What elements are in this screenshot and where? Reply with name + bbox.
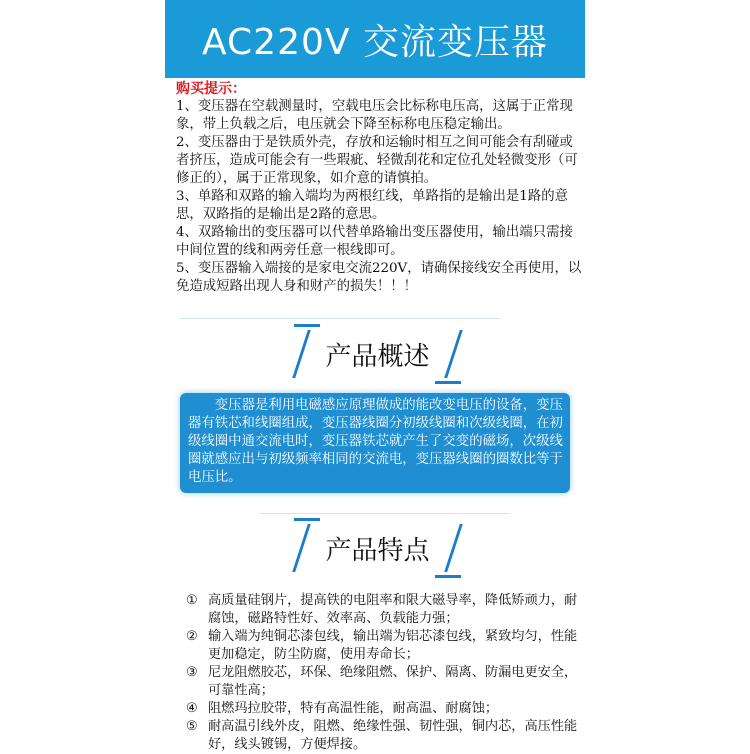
tips-title: 购买提示：	[176, 81, 246, 97]
feature-number: ②	[186, 629, 198, 644]
list-item	[186, 664, 581, 700]
overview-heading: 产品概述	[325, 341, 430, 372]
list-item	[186, 628, 581, 664]
features-heading: 产品特点	[325, 535, 430, 566]
tip-item: 2、变压器由于是铁质外壳，存放和运输时相互之间可能会有刮碰或者挤压，造成可能会有一些瑕疵、轻微刮花和定位孔处轻微变形（可修正的），属于正常现象，如介意的请慎拍。	[176, 135, 578, 186]
feature-text: 输入端为纯铜芯漆包线，输出端为铝芯漆包线，紧致均匀，性能更加稳定，防尘防腐，使用寿命长；	[208, 629, 578, 662]
divider	[180, 318, 500, 319]
overview-heading-frame	[300, 330, 455, 378]
feature-number: ⑤	[186, 719, 198, 734]
list-item	[186, 592, 581, 628]
feature-number: ④	[186, 701, 198, 716]
list-item	[186, 700, 581, 718]
overview-text: 变压器是利用电磁感应原理做成的能改变电压的设备，变压器有铁芯和线圈组成，变压器线圈分初级线圈和次级线圈，在初级线圈中通交流电时，变压器铁芯就产生了交变的磁场，次级线圈就感应出与初级频率相同的交流电，变压器线圈的圈数比等于电压比。	[188, 398, 563, 485]
overview-box	[180, 393, 570, 493]
purchase-tips	[176, 80, 586, 296]
feature-text: 尼龙阻燃胶芯，环保、绝缘阻燃、保护、隔离、防漏电更安全，可靠性高；	[208, 665, 578, 698]
divider	[260, 513, 510, 514]
tip-item: 1、变压器在空载测量时，空载电压会比标称电压高，这属于正常现象，带上负载之后，电压就会下降至标称电压稳定输出。	[176, 99, 573, 132]
page-title: AC220V 交流变压器	[202, 21, 548, 63]
frame-corner	[294, 324, 320, 327]
title-banner	[165, 0, 585, 78]
frame-corner	[435, 575, 461, 578]
feature-list	[186, 592, 581, 754]
tip-item: 5、变压器输入端接的是家电交流220V，请确保接线安全再使用，以免造成短路出现人身和财产的损失！！！	[176, 261, 582, 294]
feature-text: 阻燃玛拉胶带，特有高温性能，耐高温、耐腐蚀；	[208, 701, 499, 716]
feature-number: ①	[186, 593, 198, 608]
feature-text: 高质量硅钢片，提高铁的电阻率和限大磁导率，降低矫顽力，耐腐蚀，磁路特性好、效率高、负载能力强；	[208, 593, 578, 626]
frame-corner	[435, 381, 461, 384]
features-heading-frame	[300, 524, 455, 572]
tip-item: 4、双路输出的变压器可以代替单路输出变压器使用，输出端只需接中间位置的线和两旁任意一根线即可。	[176, 225, 573, 258]
tip-item: 3、单路和双路的输入端均为两根红线，单路指的是输出是1路的意思，双路指的是输出是2路的意思。	[176, 189, 568, 222]
feature-text: 耐高温引线外皮，阻燃、绝缘性强、韧性强，铜内芯，高压性能好，线头镀锡，方便焊接。	[208, 719, 578, 752]
feature-number: ③	[186, 665, 198, 680]
list-item	[186, 718, 581, 754]
frame-corner	[294, 518, 320, 521]
